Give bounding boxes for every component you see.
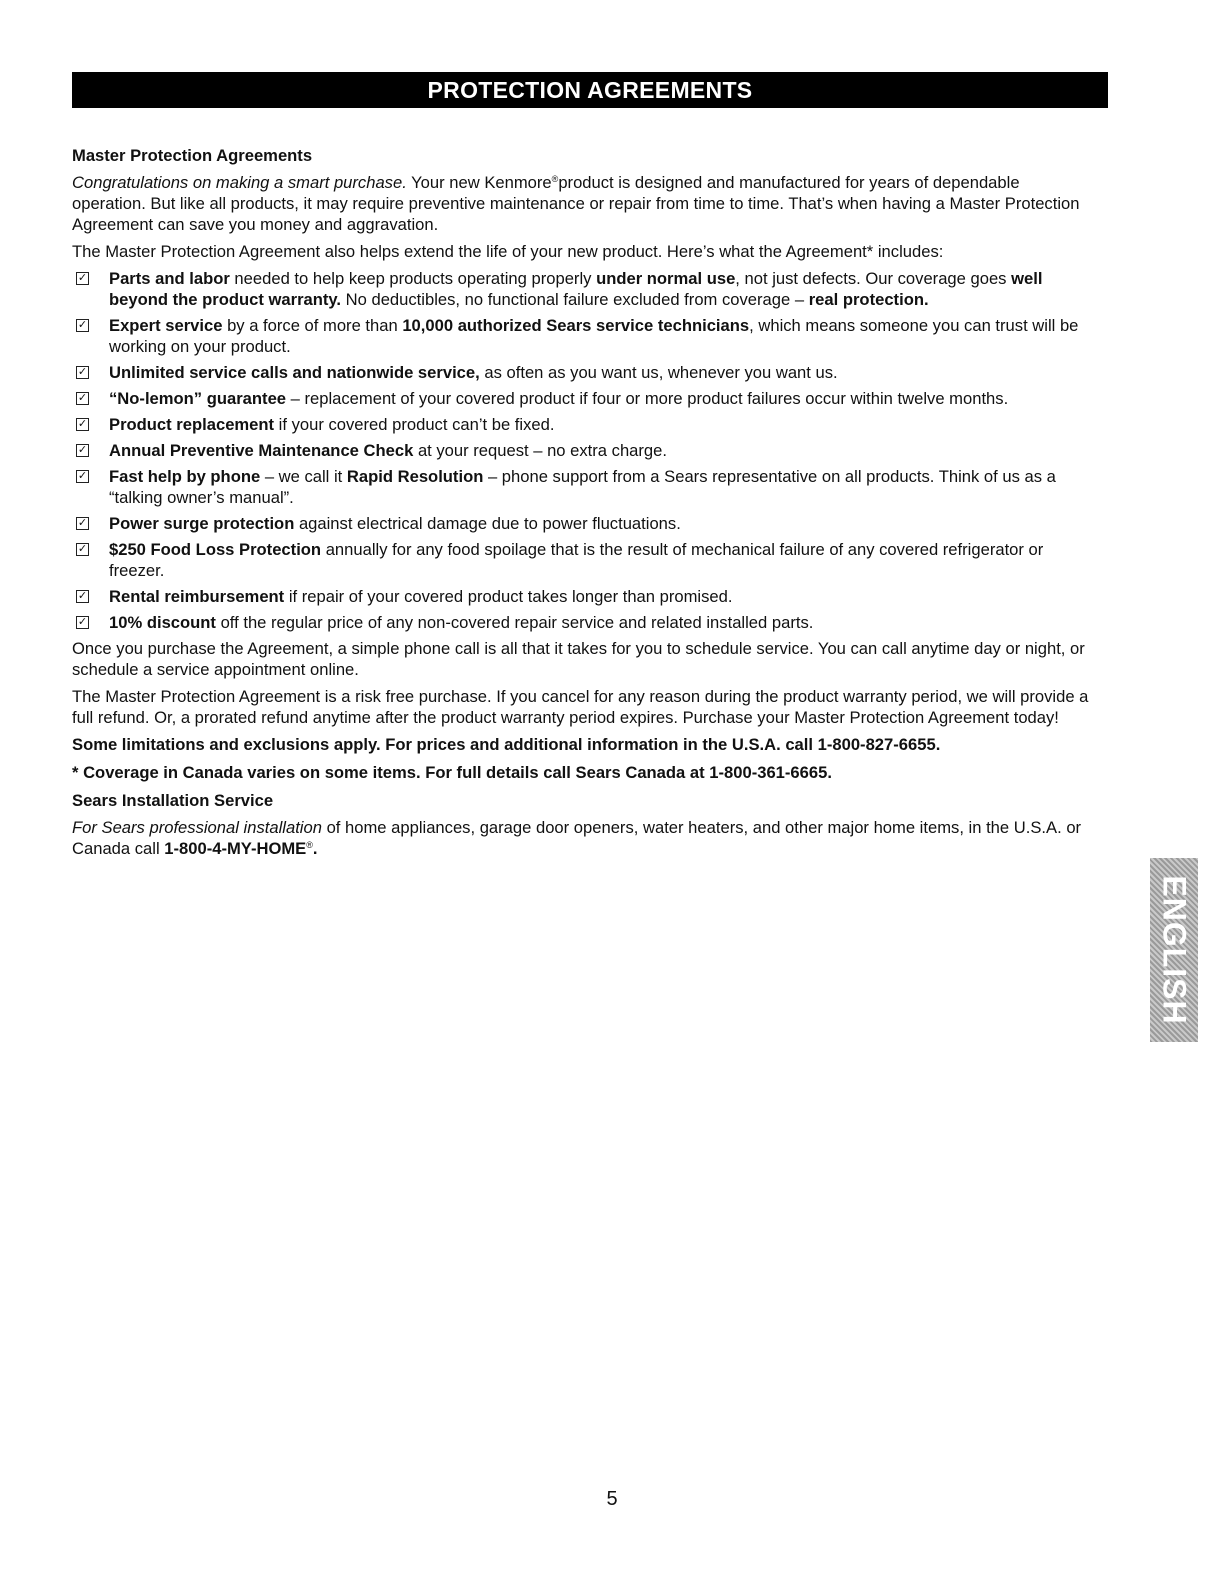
language-tab-label: ENGLISH <box>1156 875 1193 1025</box>
checkbox-icon: ✓ <box>77 444 88 456</box>
banner-title: PROTECTION AGREEMENTS <box>427 77 753 103</box>
list-item: ✓ Product replacement if your covered product can’t be fixed. <box>77 415 555 434</box>
install-text: For Sears professional installation of home appliances, garage door openers, water heaters, and other major home items, in the U.S.A. or Canada call 1-800-4-MY-HOME®. <box>72 818 1082 858</box>
mpa-riskfree: The Master Protection Agreement is a risk free purchase. If you cancel for any reason during the product warranty period, we will provide a full refund. Or, a prorated refund anytime after the product warranty period expires. Purchase your Master Protection Agreement today! <box>72 687 1089 727</box>
checkbox-icon: ✓ <box>77 392 88 404</box>
install-heading: Sears Installation Service <box>72 791 274 810</box>
checkbox-icon: ✓ <box>77 418 88 430</box>
section-banner <box>72 72 1108 108</box>
list-item: ✓ Annual Preventive Maintenance Check at your request – no extra charge. <box>77 441 667 460</box>
checkbox-icon: ✓ <box>77 517 88 529</box>
checkbox-icon: ✓ <box>77 543 88 555</box>
list-item: ✓ “No-lemon” guarantee – replacement of your covered product if four or more product failures occur within twelve months. <box>77 389 1009 408</box>
mpa-includes: The Master Protection Agreement also helps extend the life of your new product. Here’s what the Agreement* includes: <box>72 242 944 261</box>
list-item: ✓ $250 Food Loss Protection annually for any food spoilage that is the result of mechanical failure of any covered refrigerator or freezer. <box>77 540 1044 580</box>
list-item: ✓ Unlimited service calls and nationwide service, as often as you want us, whenever you want us. <box>77 363 838 382</box>
mpa-once: Once you purchase the Agreement, a simple phone call is all that it takes for you to schedule service. You can call anytime day or night, or schedule a service appointment online. <box>72 639 1085 679</box>
checkbox-icon: ✓ <box>77 319 88 331</box>
mpa-intro: Congratulations on making a smart purchase. Your new Kenmore®product is designed and manufactured for years of dependable operation. But like all products, it may require preventive maintenance or repair from time to time. That’s when having a Master Protection Agreement can save you money and aggravation. <box>72 173 1080 234</box>
canada-note: * Coverage in Canada varies on some items. For full details call Sears Canada at 1-800-361-6665. <box>72 763 832 782</box>
list-item: ✓ Expert service by a force of more than 10,000 authorized Sears service technicians, which means someone you can trust will be working on your product. <box>77 316 1079 356</box>
list-item: ✓ Fast help by phone – we call it Rapid Resolution – phone support from a Sears representative on all products. Think of us as a “talking owner’s manual”. <box>77 467 1056 507</box>
page-number: 5 <box>606 1488 618 1510</box>
limitations-note: Some limitations and exclusions apply. For prices and additional information in the U.S.A. call 1-800-827-6655. <box>72 735 941 754</box>
checkbox-icon: ✓ <box>77 590 88 602</box>
list-item: ✓ Power surge protection against electrical damage due to power fluctuations. <box>77 514 681 533</box>
checkbox-icon: ✓ <box>77 272 88 284</box>
language-tab <box>1150 858 1198 1042</box>
checkbox-icon: ✓ <box>77 616 88 628</box>
checkbox-icon: ✓ <box>77 366 88 378</box>
mpa-heading: Master Protection Agreements <box>72 146 313 165</box>
page-content <box>72 145 1092 865</box>
benefit-list <box>72 268 1092 633</box>
checkbox-icon: ✓ <box>77 470 88 482</box>
list-item: ✓ Parts and labor needed to help keep products operating properly under normal use, not just defects. Our coverage goes well beyond the product warranty. No deductibles, no functional failure excluded from coverage – real protection. <box>77 269 1043 309</box>
list-item: ✓ 10% discount off the regular price of any non-covered repair service and related installed parts. <box>77 613 814 632</box>
list-item: ✓ Rental reimbursement if repair of your covered product takes longer than promised. <box>77 587 733 606</box>
